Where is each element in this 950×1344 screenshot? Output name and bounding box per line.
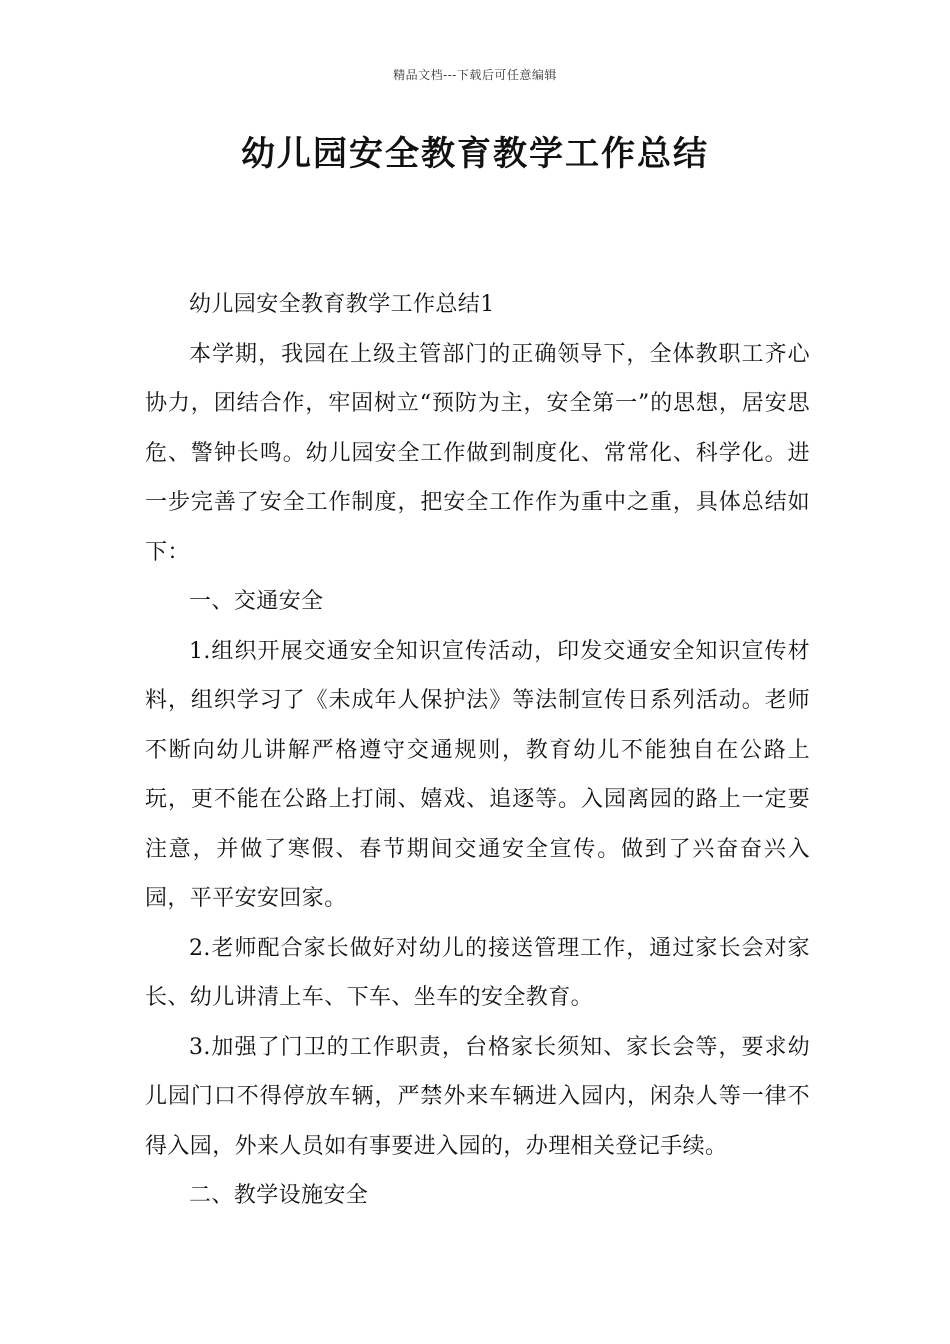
- paragraph-traffic-3: 3.加强了门卫的工作职责，台格家长须知、家长会等，要求幼儿园门口不得停放车辆，严禁外来车辆进入园内，闲杂人等一律不得入园，外来人员如有事要进入园的，办理相关登记手续。: [145, 1034, 810, 1159]
- section-heading-traffic: 一、交通安全: [189, 589, 324, 614]
- paragraph-intro: 本学期，我园在上级主管部门的正确领导下，全体教职工齐心协力，团结合作，牢固树立“预防为主，安全第一”的思想，居安思危、警钟长鸣。幼儿园安全工作做到制度化、常常化、科学化。进一步完善了安全工作制度，把安全工作作为重中之重，具体总结如下：: [145, 341, 810, 565]
- section-heading-facilities: 二、教学设施安全: [189, 1183, 369, 1208]
- section-subtitle: 幼儿园安全教育教学工作总结1: [189, 292, 495, 317]
- paragraph-traffic-1: 1.组织开展交通安全知识宣传活动，印发交通安全知识宣传材料，组织学习了《未成年人保护法》等法制宣传日系列活动。老师不断向幼儿讲解严格遵守交通规则，教育幼儿不能独自在公路上玩，更不能在公路上打闹、嬉戏、追逐等。入园离园的路上一定要注意，并做了寒假、春节期间交通安全宣传。做到了兴奋奋兴入园，平平安安回家。: [145, 638, 810, 911]
- document-title: 幼儿园安全教育教学工作总结: [241, 134, 709, 174]
- header-note: 精品文档---下载后可任意编辑: [393, 68, 557, 82]
- document-body: [145, 280, 810, 1221]
- paragraph-traffic-2: 2.老师配合家长做好对幼儿的接送管理工作，通过家长会对家长、幼儿讲清上车、下车、坐车的安全教育。: [145, 935, 810, 1010]
